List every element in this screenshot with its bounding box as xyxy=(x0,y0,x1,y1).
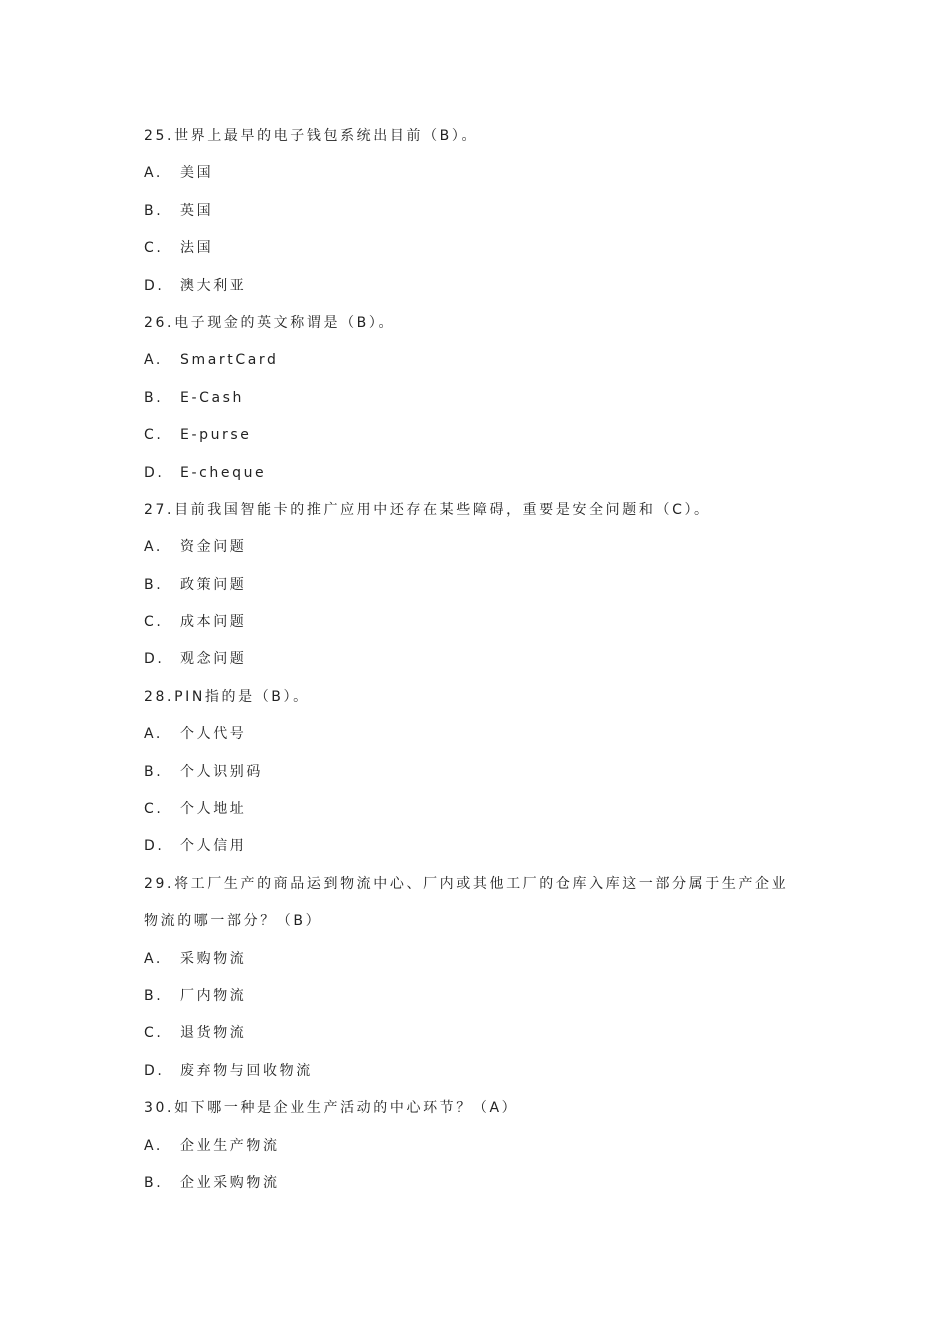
option-b xyxy=(144,983,824,1020)
question-text: 30.如下哪一种是企业生产活动的中心环节？（A） xyxy=(144,1100,519,1117)
option-text: 厂内物流 xyxy=(180,987,247,1004)
option-letter: A. xyxy=(144,165,163,182)
option-d xyxy=(144,1058,824,1095)
question-26 xyxy=(144,310,824,347)
question-28 xyxy=(144,684,824,721)
option-a xyxy=(144,347,824,384)
option-letter: C. xyxy=(144,1025,164,1042)
option-c xyxy=(144,235,824,272)
option-text: SmartCard xyxy=(180,352,279,369)
option-letter: D. xyxy=(144,651,165,668)
option-letter: B. xyxy=(144,1174,164,1191)
option-c xyxy=(144,609,824,646)
option-letter: B. xyxy=(144,389,164,406)
option-a xyxy=(144,946,824,983)
question-30 xyxy=(144,1095,824,1132)
option-text: E-cheque xyxy=(180,464,267,481)
option-a xyxy=(144,160,824,197)
option-d xyxy=(144,460,824,497)
option-letter: A. xyxy=(144,539,163,556)
option-text: 英国 xyxy=(180,202,214,219)
question-29-continued xyxy=(144,908,824,945)
option-letter: B. xyxy=(144,576,164,593)
option-text: 个人地址 xyxy=(180,801,247,818)
option-text: 企业生产物流 xyxy=(180,1137,280,1154)
option-b xyxy=(144,759,824,796)
option-letter: A. xyxy=(144,352,163,369)
option-d xyxy=(144,646,824,683)
option-letter: D. xyxy=(144,838,165,855)
option-letter: D. xyxy=(144,1062,165,1079)
option-letter: A. xyxy=(144,726,163,743)
option-text: 成本问题 xyxy=(180,614,247,631)
option-b xyxy=(144,572,824,609)
option-b xyxy=(144,198,824,235)
option-a xyxy=(144,721,824,758)
question-text: 28.PIN指的是（B）。 xyxy=(144,688,310,705)
option-letter: C. xyxy=(144,801,164,818)
option-text: 资金问题 xyxy=(180,539,247,556)
question-27 xyxy=(144,497,824,534)
option-text: 澳大利亚 xyxy=(180,277,247,294)
option-letter: D. xyxy=(144,277,165,294)
option-text: E-Cash xyxy=(180,389,245,406)
option-text: 退货物流 xyxy=(180,1025,247,1042)
question-text: 26.电子现金的英文称谓是（B）。 xyxy=(144,314,396,331)
option-text: 美国 xyxy=(180,165,214,182)
question-text: 物流的哪一部分？（B） xyxy=(144,913,323,930)
option-b xyxy=(144,1170,824,1207)
option-letter: C. xyxy=(144,240,164,257)
option-letter: A. xyxy=(144,950,163,967)
option-c xyxy=(144,1020,824,1057)
option-text: 企业采购物流 xyxy=(180,1174,280,1191)
option-a xyxy=(144,534,824,571)
option-letter: B. xyxy=(144,763,164,780)
question-text: 25.世界上最早的电子钱包系统出目前（B）。 xyxy=(144,128,479,144)
option-c xyxy=(144,422,824,459)
option-letter: B. xyxy=(144,987,164,1004)
question-text: 29.将工厂生产的商品运到物流中心、厂内或其他工厂的仓库入库这一部分属于生产企业 xyxy=(144,875,789,892)
option-text: 法国 xyxy=(180,240,214,257)
option-letter: C. xyxy=(144,427,164,444)
question-text: 27.目前我国智能卡的推广应用中还存在某些障碍，重要是安全问题和（C）。 xyxy=(144,501,711,518)
option-c xyxy=(144,796,824,833)
option-text: 个人代号 xyxy=(180,726,247,743)
option-text: 个人识别码 xyxy=(180,763,263,780)
question-25 xyxy=(144,123,824,160)
option-text: 采购物流 xyxy=(180,950,247,967)
option-text: 个人信用 xyxy=(180,838,247,855)
option-text: 政策问题 xyxy=(180,576,247,593)
option-letter: C. xyxy=(144,614,164,631)
option-letter: B. xyxy=(144,202,164,219)
option-a xyxy=(144,1133,824,1170)
document-page xyxy=(144,123,824,1207)
option-text: E-purse xyxy=(180,427,252,444)
option-text: 废弃物与回收物流 xyxy=(180,1062,313,1079)
option-d xyxy=(144,833,824,870)
option-letter: D. xyxy=(144,464,165,481)
option-letter: A. xyxy=(144,1137,163,1154)
option-d xyxy=(144,273,824,310)
question-29 xyxy=(144,871,824,908)
option-text: 观念问题 xyxy=(180,651,247,668)
option-b xyxy=(144,385,824,422)
